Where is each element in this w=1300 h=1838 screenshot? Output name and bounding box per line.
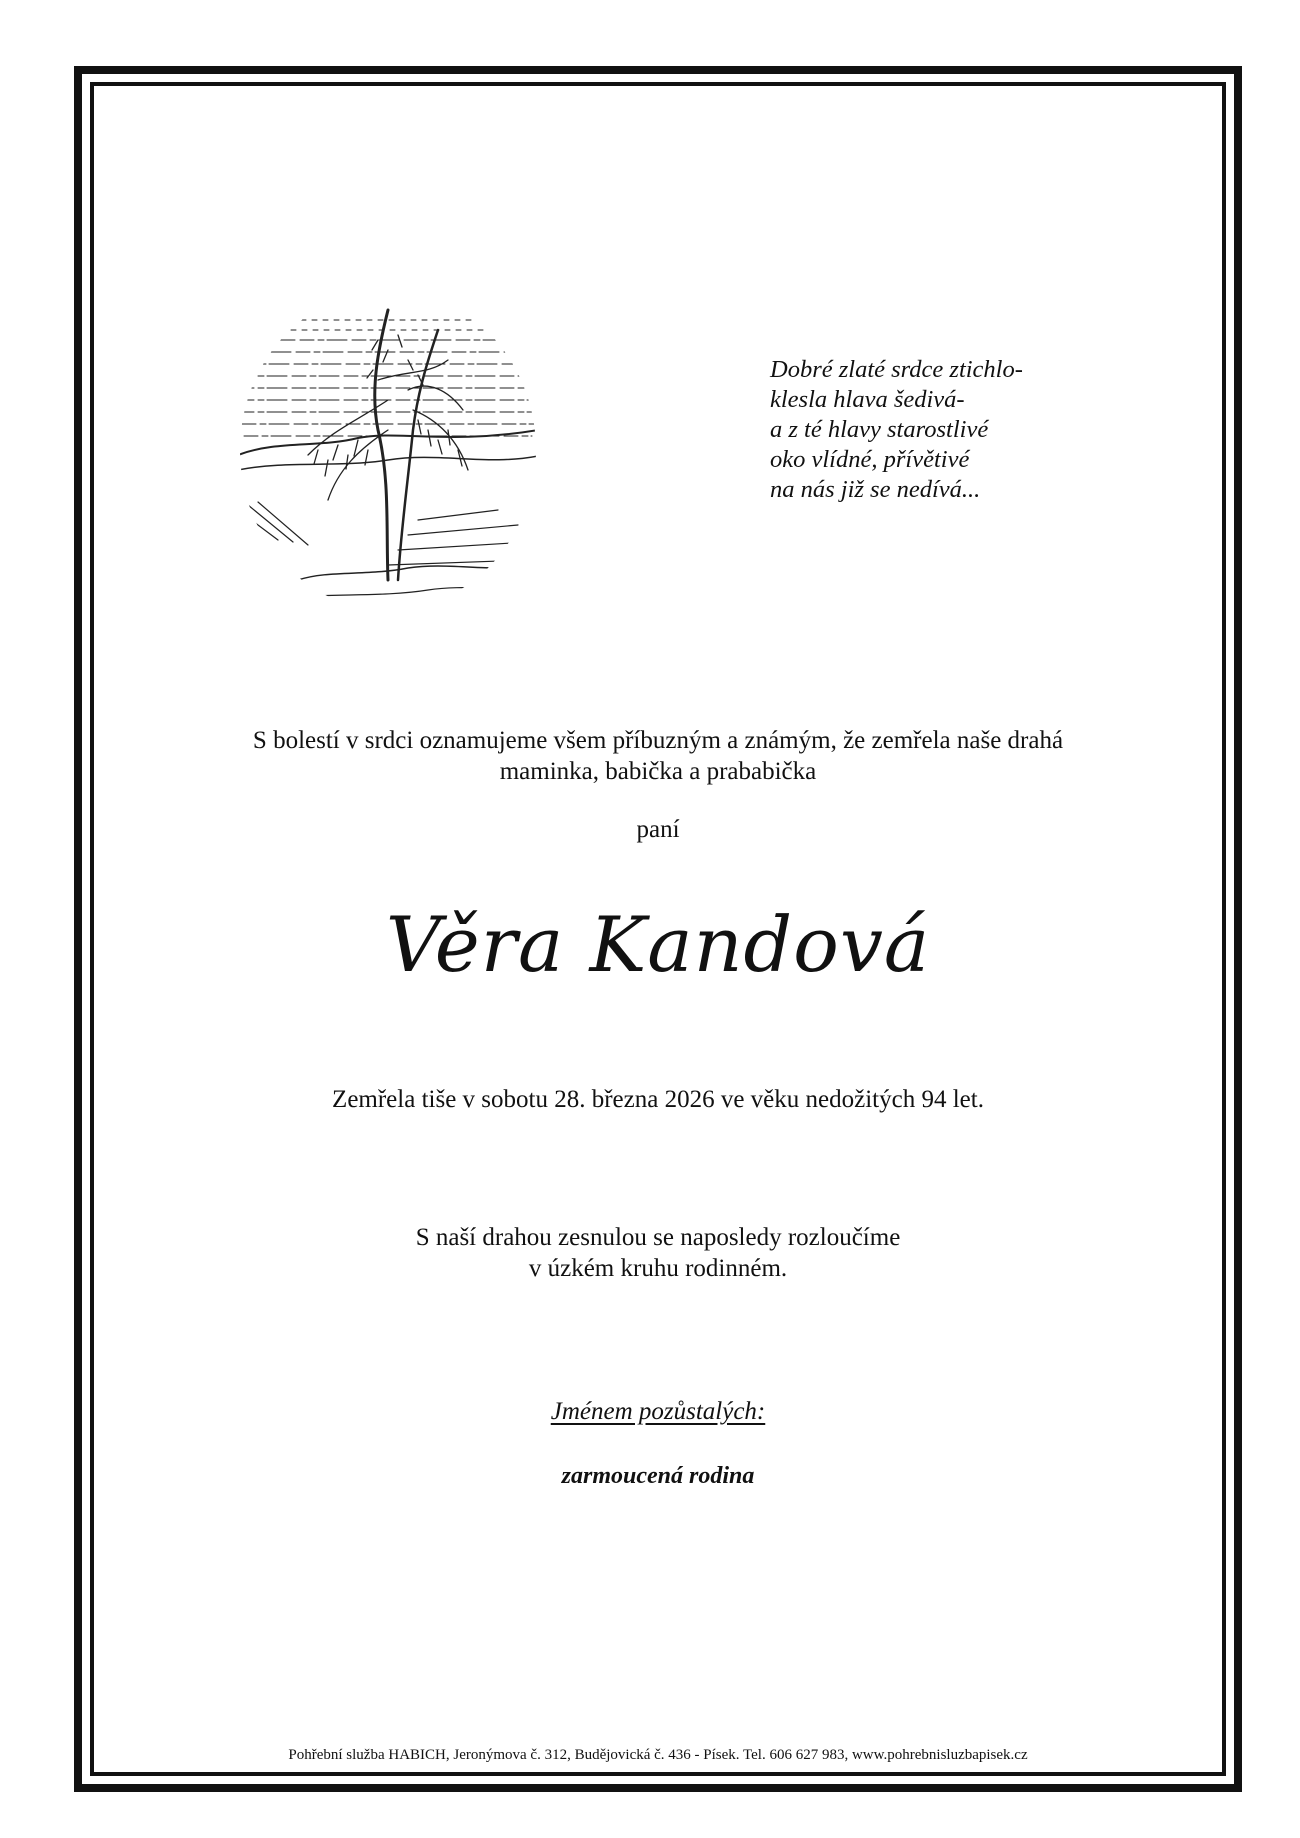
poem-line: Dobré zlaté srdce ztichlo- [770,356,1023,383]
farewell-line: S naší drahou zesnulou se naposledy rozloučíme [415,1224,901,1251]
family-signature: zarmoucená rodina [561,1463,755,1489]
poem-line: a z té hlavy starostlivé [770,416,989,443]
survivors-label [90,1398,1226,1426]
poem-line: oko vlídné, přívětivé [770,446,970,473]
intro-line: maminka, babička a prababička [499,758,817,785]
funeral-service-footer: Pohřební služba HABICH, Jeronýmova č. 312, Budějovická č. 436 - Písek. Tel. 606 627 983, www.pohrebnisluzbapisek.cz [288,1747,1028,1763]
tree-landscape-illustration [238,280,538,620]
announcement-intro [90,725,1226,787]
farewell-line: v úzkém kruhu rodinném. [528,1255,788,1282]
farewell-note [90,1222,1226,1284]
memorial-poem [770,355,1023,505]
survivors-label-text: Jménem pozůstalých: [550,1398,766,1425]
poem-line: klesla hlava šedivá- [770,386,965,413]
deceased-name: Věra Kandová [385,900,931,989]
honorific: paní [636,816,680,843]
death-note: Zemřela tiše v sobotu 28. března 2026 ve věku nedožitých 94 let. [332,1086,984,1113]
poem-line: na nás již se nedívá... [770,476,981,503]
intro-line: S bolestí v srdci oznamujeme všem příbuzným a známým, že zemřela naše drahá [252,727,1064,754]
